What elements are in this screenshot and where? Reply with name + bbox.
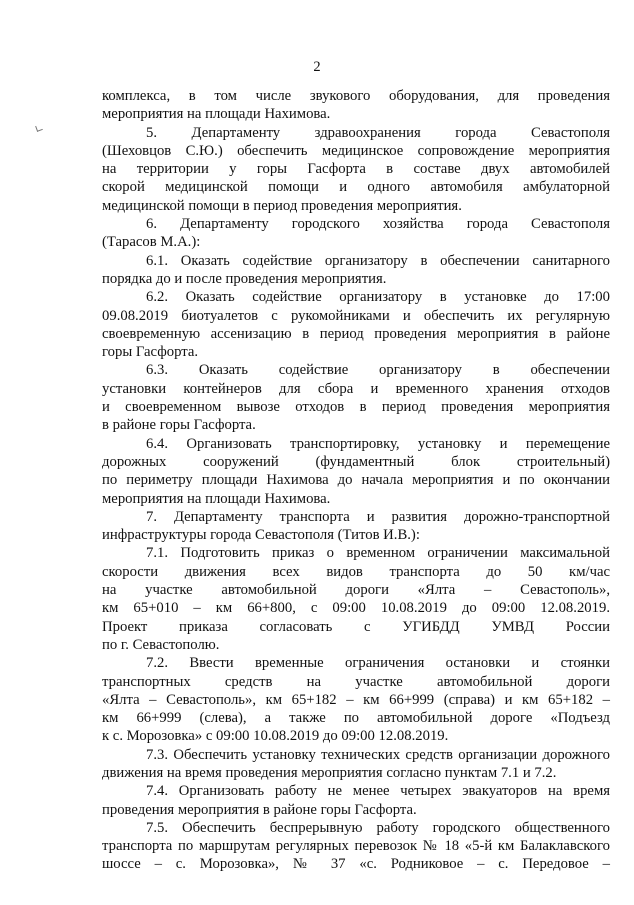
- text-line: 6.4. Организовать транспортировку, установку и перемещение: [146, 435, 610, 452]
- text-line: транспортных средств на участке автомобильной дороги: [102, 673, 610, 690]
- text-line: км 66+999 (слева), а также по автомобильной дороге «Подъезд: [102, 710, 610, 727]
- text-line: 7.1. Подготовить приказ о временном ограничении максимальной: [146, 545, 610, 562]
- text-line: 7.4. Организовать работу не менее четырех эвакуаторов на время: [146, 783, 610, 800]
- text-line: 5. Департаменту здравоохранения города Севастополя: [146, 124, 610, 141]
- text-line: 6. Департаменту городского хозяйства города Севастополя: [146, 216, 610, 233]
- text-line: по периметру площади Нахимова до начала мероприятия и по окончании: [102, 472, 610, 489]
- text-line: инфраструктуры города Севастополя (Титов И.В.):: [102, 527, 420, 544]
- text-line: горы Гасфорта.: [102, 344, 199, 361]
- text-line: скорости движения всех видов транспорта до 50 км/час: [102, 563, 610, 580]
- text-line: порядка до и после проведения мероприятия.: [102, 270, 387, 287]
- text-line: комплекса, в том числе звукового оборудования, для проведения: [102, 88, 610, 104]
- text-line: 09.08.2019 биотуалетов с рукомойниками и обеспечить их регулярную: [102, 307, 610, 324]
- document-body: [102, 87, 610, 874]
- text-line: 7.3. Обеспечить установку технических средств организации дорожного: [146, 746, 610, 763]
- text-line: Проект приказа согласовать с УГИБДД УМВД России: [102, 618, 610, 635]
- text-line: скорой медицинской помощи и одного автомобиля амбулаторной: [102, 179, 610, 196]
- text-line: 7. Департаменту транспорта и развития дорожно-транспортной: [146, 508, 610, 525]
- text-line: мероприятия на площади Нахимова.: [102, 490, 331, 507]
- text-line: 7.2. Ввести временные ограничения остановки и стоянки: [146, 655, 610, 672]
- text-line: движения на время проведения мероприятия согласно пунктам 7.1 и 7.2.: [102, 764, 557, 781]
- text-line: (Шеховцов С.Ю.) обеспечить медицинское сопровождение мероприятия: [102, 142, 610, 159]
- text-line: (Тарасов М.А.):: [102, 234, 201, 251]
- text-line: 6.3. Оказать содействие организатору в обеспечении: [146, 362, 610, 379]
- text-line: в районе горы Гасфорта.: [102, 417, 256, 434]
- text-line: шоссе – с. Морозовка», № 37 «с. Родниковое – с. Передовое –: [102, 856, 610, 873]
- text-line: мероприятия на площади Нахимова.: [102, 106, 331, 123]
- text-line: установки контейнеров для сбора и временного хранения отходов: [102, 380, 610, 397]
- text-line: «Ялта – Севастополь», км 65+182 – км 66+999 (справа) и км 65+182 –: [102, 691, 610, 708]
- text-line: по г. Севастополю.: [102, 636, 220, 653]
- text-line: на территории у горы Гасфорта в составе двух автомобилей: [102, 161, 610, 178]
- page-number: 2: [313, 59, 321, 75]
- text-line: проведения мероприятия в районе горы Гасфорта.: [102, 801, 417, 818]
- text-line: медицинской помощи в период проведения мероприятия.: [102, 197, 462, 214]
- text-line: дорожных сооружений (фундаментный блок строительный): [102, 453, 610, 470]
- text-line: на участке автомобильной дороги «Ялта – Севастополь»,: [102, 582, 610, 599]
- text-line: 6.2. Оказать содействие организатору в установке до 17:00: [146, 289, 610, 306]
- text-line: км 65+010 – км 66+800, с 09:00 10.08.2019 до 09:00 12.08.2019.: [102, 600, 610, 617]
- text-line: к с. Морозовка» с 09:00 10.08.2019 до 09:00 12.08.2019.: [102, 728, 449, 745]
- text-line: своевременную ассенизацию в период проведения мероприятия в районе: [102, 325, 610, 342]
- scan-mark-icon: [35, 124, 43, 132]
- text-line: и своевременном вывозе отходов в период проведения мероприятия: [102, 399, 610, 416]
- text-line: 7.5. Обеспечить беспрерывную работу городского общественного: [146, 819, 610, 836]
- text-line: 6.1. Оказать содействие организатору в обеспечении санитарного: [146, 252, 610, 269]
- text-line: транспорта по маршрутам регулярных перевозок № 18 «5-й км Балаклавского: [102, 838, 610, 855]
